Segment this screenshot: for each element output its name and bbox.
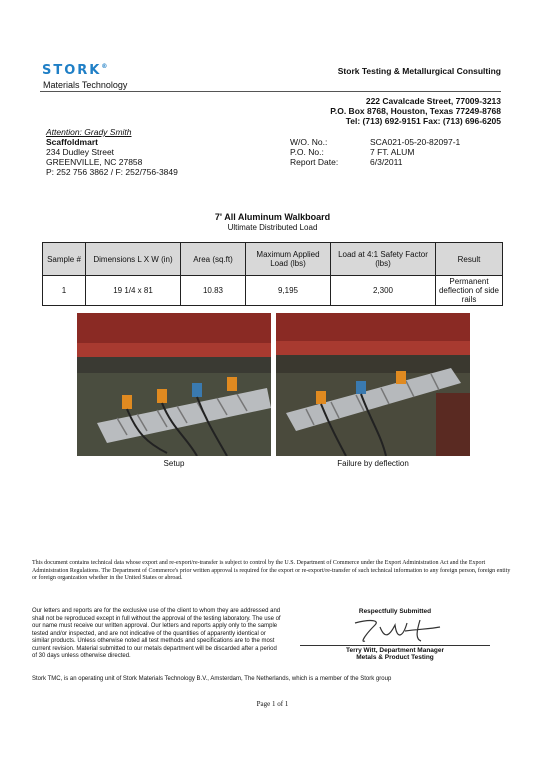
export-disclaimer: This document contains technical data whose export and re-export/re-transfer is subject to control by the U.S. Department of Commerce under the Export Administration Act and the Export Administration Regulations. The Department of Commerce's prior written approval is required for the export or re-export/re-transfer of such technical information to any foreign person, foreign entity or foreign organization whether in the United States or abroad. xyxy=(32,560,511,581)
order-info: W/O. No.: SCA021-05-20-82097-1 P.O. No.: 7 FT. ALUM Report Date: 6/3/2011 xyxy=(290,137,461,167)
client-address: Attention: Grady Smith Scaffoldmart 234 Dudley Street GREENVILLE, NC 27858 P: 252 756 3862 / F: 252/756-3849 xyxy=(46,127,178,177)
table-row: 1 19 1/4 x 81 10.83 9,195 2,300 Permanent deflection of side rails xyxy=(43,276,503,306)
signer-department: Metals & Product Testing xyxy=(356,654,434,661)
setup-photo xyxy=(77,313,271,456)
logo-subtitle: Materials Technology xyxy=(43,80,128,90)
handwritten-signature xyxy=(335,615,455,645)
footer-text: Stork TMC, is an operating unit of Stork Materials Technology B.V., Amsterdam, The Netherlands, which is a member of the Stork group xyxy=(32,676,392,682)
terms-text: Our letters and reports are for the exclusive use of the client to whom they are addressed and shall not be reproduced except in full without the approval of the testing laboratory. The use of our name must receive our written approval. Our letters and reports apply only to the sample tested and/or inspected, and are not indicative of the quantities of apparently identical or similar products. Unless otherwise noted all test methods and specifications are to the most current revision. Material submitted to our metals department will be discarded after a period of 30 days unless otherwise directed. xyxy=(32,608,281,659)
company-name: Stork Testing & Metallurgical Consulting xyxy=(337,66,501,76)
respectfully-submitted: Respectfully Submitted xyxy=(358,608,432,615)
failure-photo xyxy=(276,313,470,456)
report-title: 7' All Aluminum Walkboard xyxy=(214,212,331,222)
stork-logo: STORK® xyxy=(42,63,108,78)
company-address: 222 Cavalcade Street, 77009-3213 P.O. Box 8768, Houston, Texas 77249-8768 Tel: (713) 692-9151 Fax: (713) 696-6205 xyxy=(330,96,501,126)
results-table xyxy=(42,242,503,306)
signature-block xyxy=(290,608,500,661)
page-number: Page 1 of 1 xyxy=(256,700,289,708)
report-subtitle: Ultimate Distributed Load xyxy=(227,223,318,232)
failure-caption: Failure by deflection xyxy=(337,459,409,468)
table-header-row: Sample # Dimensions L X W (in) Area (sq.ft) Maximum Applied Load (lbs) Load at 4:1 Safety Factor (lbs) Result xyxy=(43,243,503,276)
setup-caption: Setup xyxy=(163,459,185,468)
header-rule xyxy=(40,91,501,92)
signer-name: Terry Witt, Department Manager xyxy=(300,645,490,654)
